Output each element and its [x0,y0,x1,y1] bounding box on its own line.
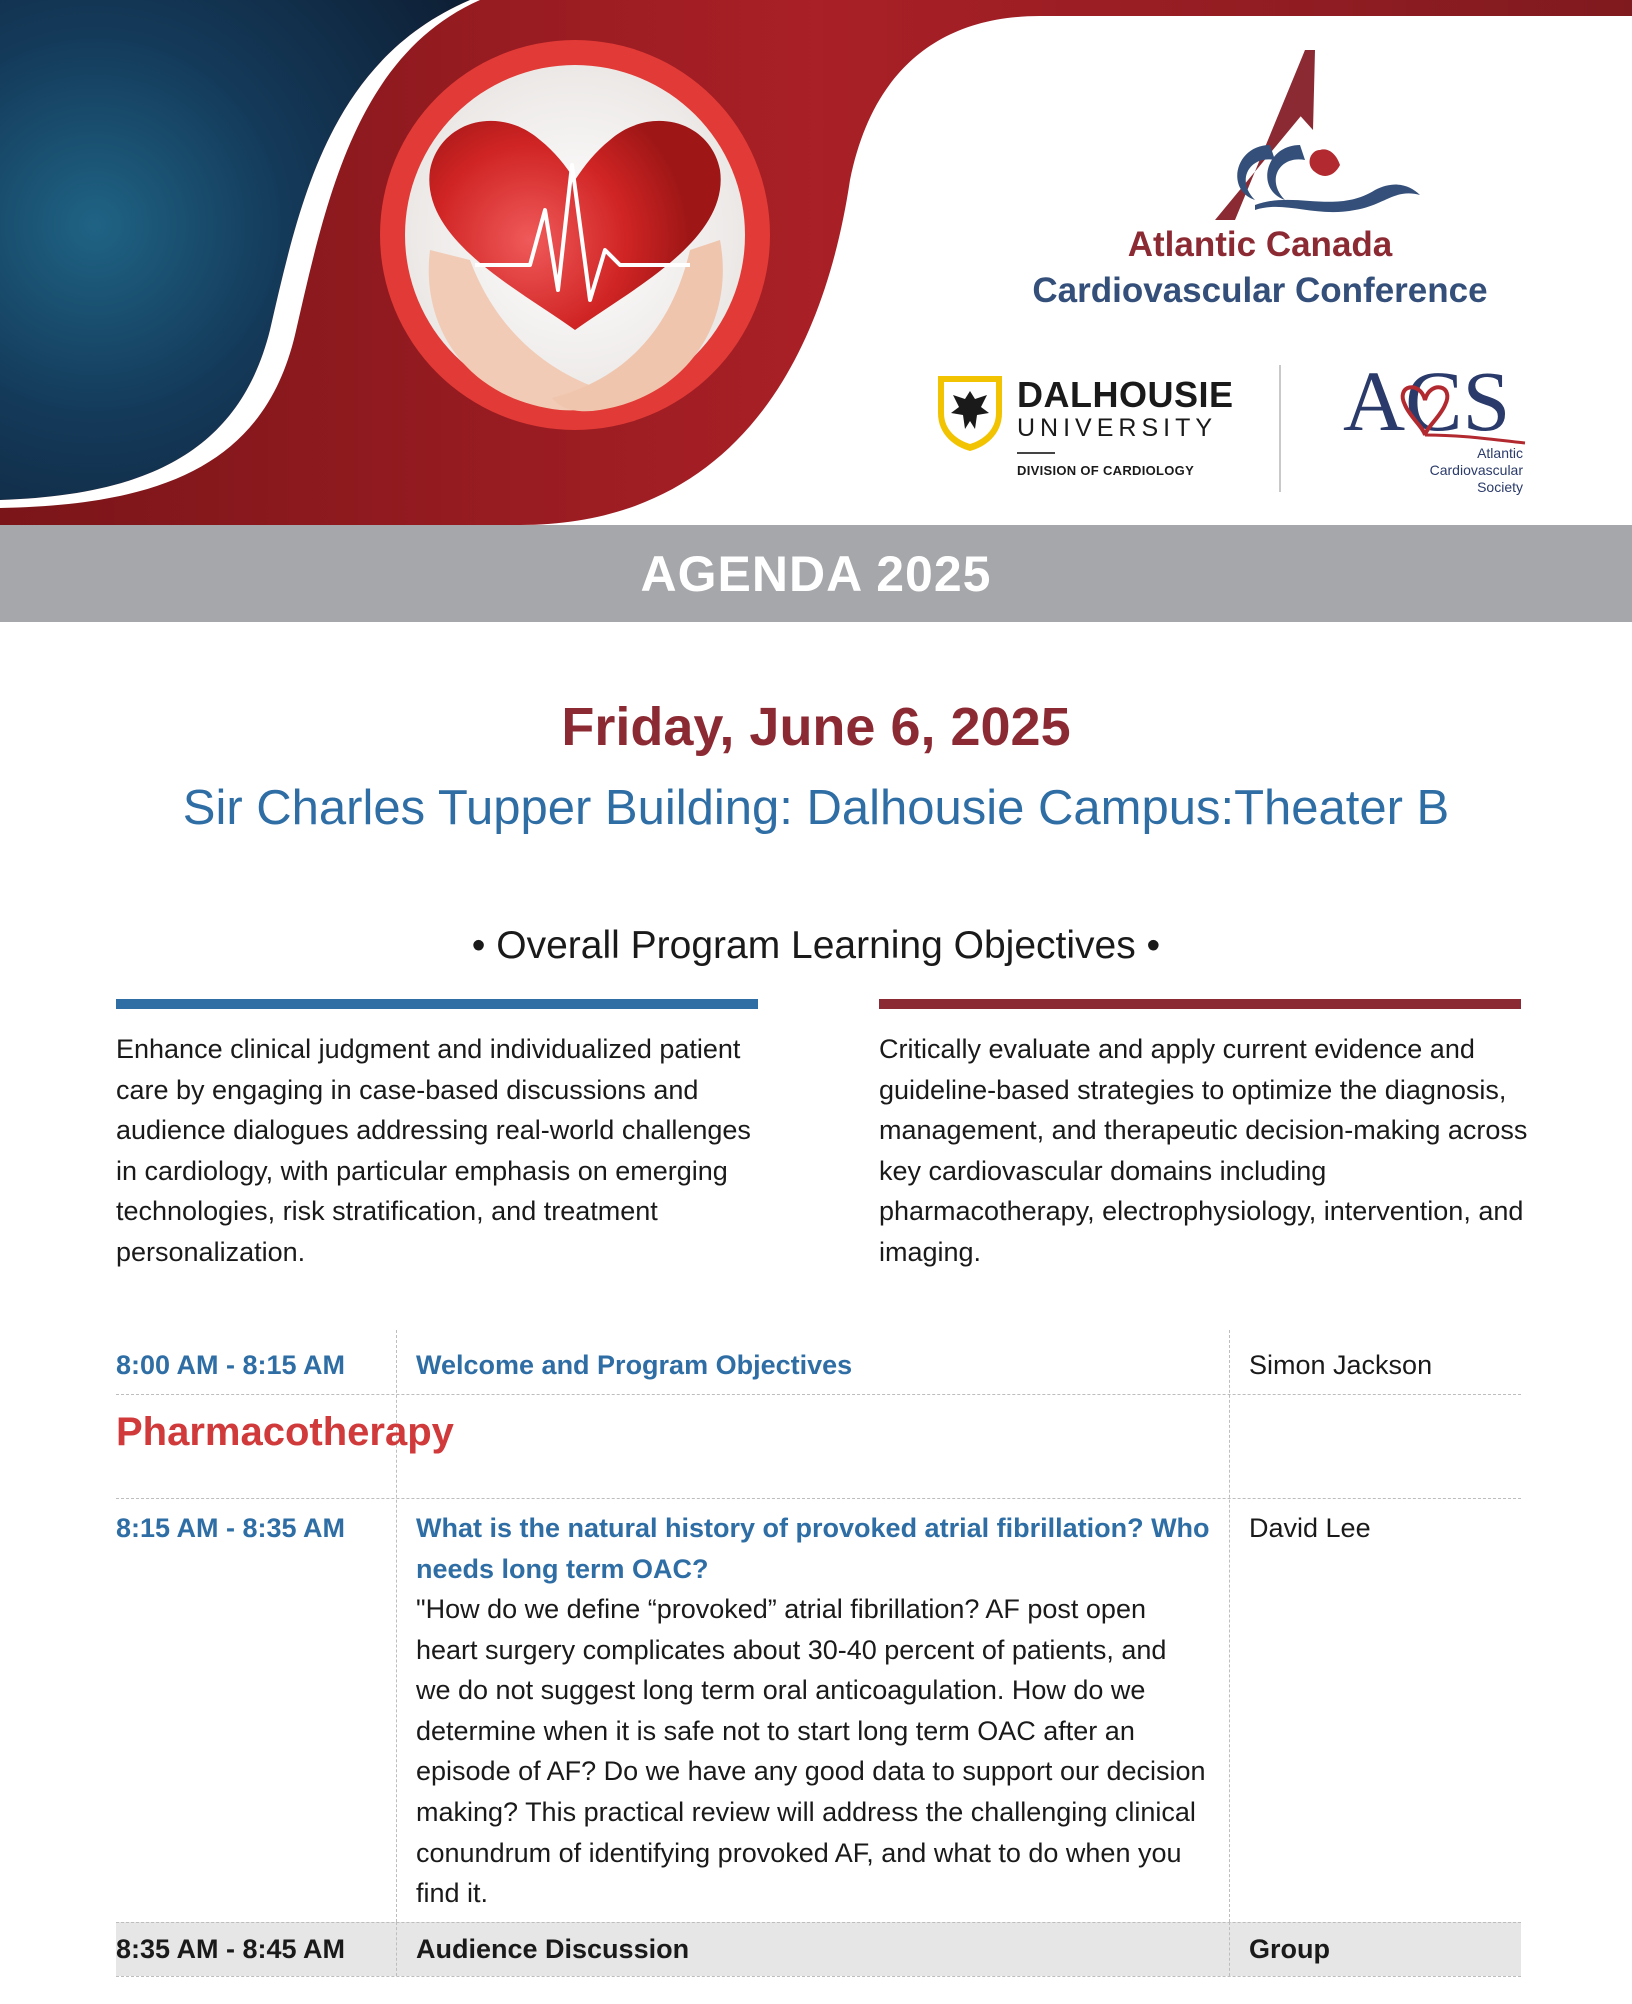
row1-speaker: Simon Jackson [1249,1350,1433,1380]
conference-name-line1: Atlantic Canada [1127,225,1393,264]
objectives-rule-left [116,999,758,1009]
acs-logo [1335,355,1535,495]
column-divider-2b [1229,1922,1230,1976]
column-divider-2 [1229,1330,1230,1922]
dalhousie-logo [935,370,1235,490]
acs-line2: Cardiovascular [1429,462,1523,478]
acs-logo-text: ACS [1343,355,1511,445]
row-divider-2 [116,1498,1521,1499]
row-divider-4 [116,1976,1521,1977]
objectives-rule-right [879,999,1521,1009]
objectives-title: • Overall Program Learning Objectives • [471,924,1161,967]
row-divider-3 [116,1922,1521,1923]
header-banner [0,0,1632,525]
conference-name-line2: Cardiovascular Conference [1032,271,1488,310]
acs-heart-logo-icon [1335,355,1535,445]
conference-logo-icon [1195,50,1425,220]
row2-speaker: David Lee [1249,1513,1371,1543]
row2-description: "How do we define “provoked” atrial fibrillation? AF post open heart surgery complicates about 30-40 percent of patients, and we do not suggest long term oral anticoagulation. How do we determine when it is safe not to start long term OAC after an episode of AF? Do we have any good data to support our decision making? This practical review will address the challenging clinical conundrum of identifying provoked AF, and what to do when you find it. [416,1594,1206,1909]
dalhousie-divider [1017,452,1055,454]
section-pharmacotherapy: Pharmacotherapy [116,1410,454,1454]
logo-separator [1279,365,1281,492]
row1-time: 8:00 AM - 8:15 AM [116,1350,346,1380]
conference-name [980,222,1540,314]
event-venue: Sir Charles Tupper Building: Dalhousie Campus:Theater B [182,781,1450,835]
event-date: Friday, June 6, 2025 [561,697,1071,757]
row1-title: Welcome and Program Objectives [416,1350,853,1380]
column-divider-1b [396,1922,397,1976]
row3-title: Audience Discussion [416,1934,690,1964]
row-divider-1 [116,1394,1521,1395]
acs-line3: Society [1477,479,1523,495]
objective-left: Enhance clinical judgment and individualized patient care by engaging in case-based discussions and audience dialogues addressing real-world challenges in cardiology, with particular emphasis on emerging technologies, risk stratification, and treatment personalization. [116,1034,751,1267]
dalhousie-name-line1: DALHOUSIE [1017,374,1234,415]
agenda-band [0,525,1632,622]
agenda-title: AGENDA 2025 [640,545,992,602]
objective-right: Critically evaluate and apply current evidence and guideline-based strategies to optimize the diagnosis, management, and therapeutic decision-making across key cardiovascular domains including pharmacotherapy, electrophysiology, intervention, and imaging. [879,1034,1528,1267]
agenda-table [116,1330,1521,1980]
dalhousie-shield-icon [935,373,1005,453]
row3-time: 8:35 AM - 8:45 AM [116,1934,346,1964]
row2-title: What is the natural history of provoked atrial fibrillation? Who needs long term OAC? [416,1513,1210,1584]
dalhousie-name-line2: UNIVERSITY [1017,414,1218,442]
row2-time: 8:15 AM - 8:35 AM [116,1513,346,1543]
row3-speaker: Group [1249,1934,1330,1964]
dalhousie-division: DIVISION OF CARDIOLOGY [1017,463,1195,478]
acs-line1: Atlantic [1477,445,1523,461]
